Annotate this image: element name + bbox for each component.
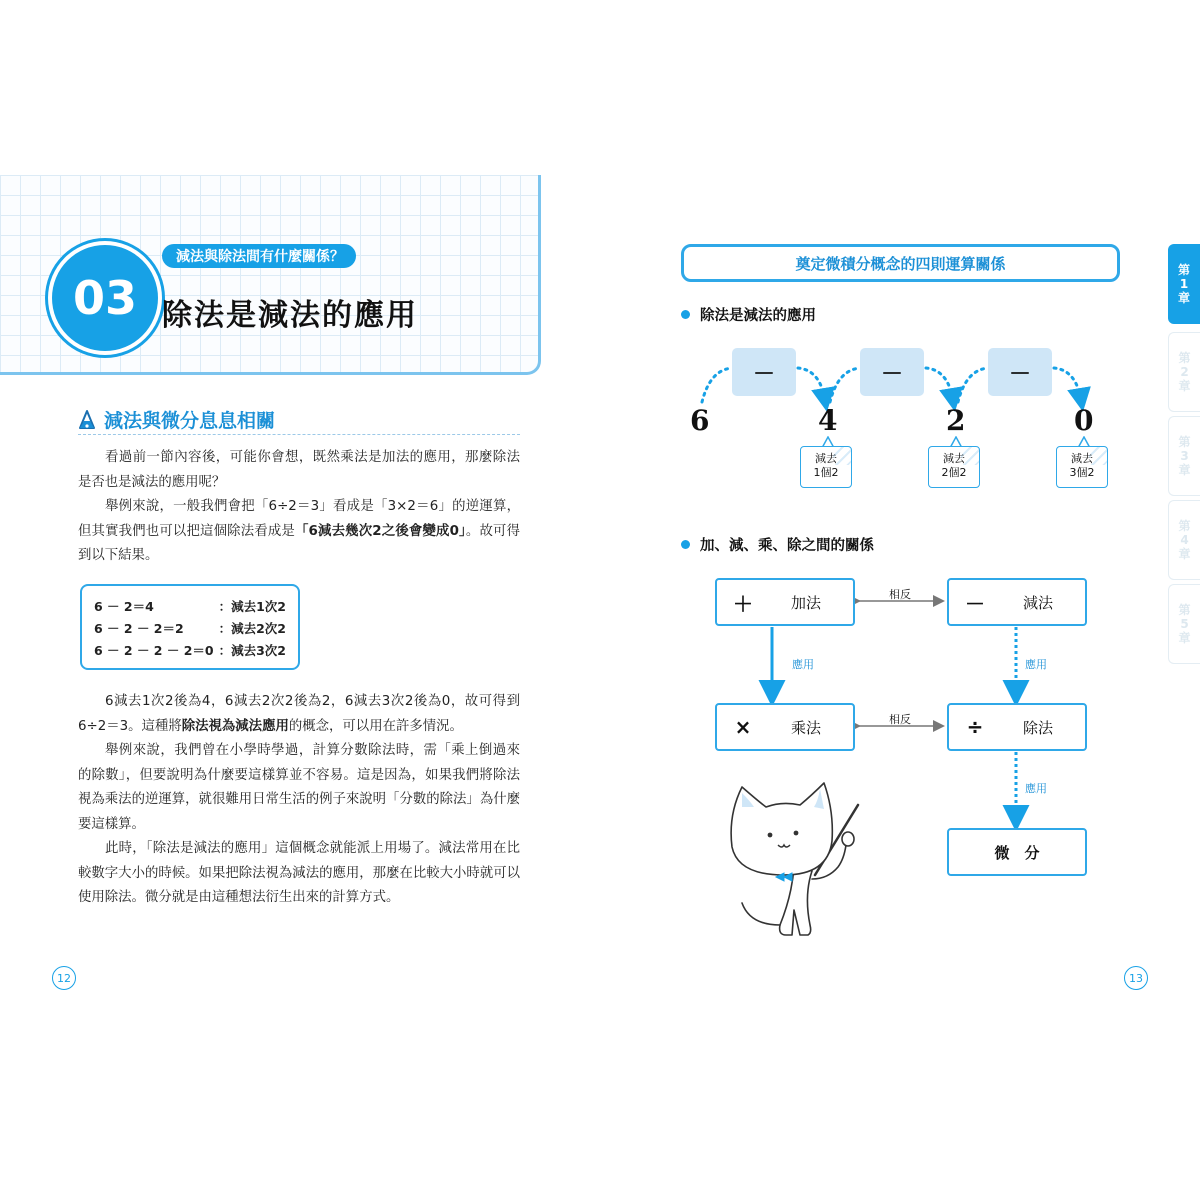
sequence-number: 6 xyxy=(690,404,710,437)
lesson-subtitle: 減法與除法間有什麼關係？ xyxy=(162,244,356,268)
subtract-count-tag: 減去 1個2 xyxy=(800,446,852,488)
apply-label: 應用 xyxy=(1025,658,1047,671)
chapter-tab-1[interactable]: 第 1 章 xyxy=(1168,244,1200,324)
topic-banner: 奠定微積分概念的四則運算關係 xyxy=(681,244,1120,282)
arrow-up xyxy=(830,368,860,402)
sequence-number: 0 xyxy=(1074,404,1094,437)
minus-operator: － xyxy=(860,348,924,396)
pencil-icon xyxy=(78,410,96,430)
cat-mascot-illustration xyxy=(720,775,870,945)
subtraction-box: － 減法 xyxy=(947,578,1087,626)
subtract-count-tag: 減去 3個2 xyxy=(1056,446,1108,488)
section1-heading: 除法是減法的應用 xyxy=(681,304,816,325)
subtract-count-tag: 減去 2個2 xyxy=(928,446,980,488)
arrow-down xyxy=(798,368,825,400)
arrow-up xyxy=(958,368,988,402)
minus-icon: － xyxy=(965,591,985,616)
body-paragraph: 6減去1次2後為4，6減去2次2後為2，6減去3次2後為0，故可得到6÷2＝3。這種將除法視為減法應用的概念，可以用在許多情況。 xyxy=(78,694,520,734)
addition-box: ＋ 加法 xyxy=(715,578,855,626)
section2-heading: 加、減、乘、除之間的關係 xyxy=(681,534,874,555)
multiplication-box: × 乘法 xyxy=(715,703,855,751)
body-text xyxy=(78,690,520,911)
sequence-number: 2 xyxy=(946,404,966,437)
bullet-dot-icon xyxy=(681,310,690,319)
sequence-number: 4 xyxy=(818,404,838,437)
page-number-right: 13 xyxy=(1124,966,1148,990)
page-title: 除法是減法的應用 xyxy=(162,298,418,333)
intro-text xyxy=(78,446,520,569)
division-box: ÷ 除法 xyxy=(947,703,1087,751)
arrow-up xyxy=(702,368,732,402)
section-heading-text: 減法與微分息息相關 xyxy=(104,410,276,432)
chapter-tab-5[interactable]: 第 5 章 xyxy=(1168,584,1200,664)
lesson-number-badge: 03 xyxy=(52,245,158,351)
apply-label: 應用 xyxy=(1025,782,1047,795)
formula-row: 6 － 2 － 2 － 2＝0 ：減去3次2 xyxy=(94,643,286,658)
chapter-tab-4[interactable]: 第 4 章 xyxy=(1168,500,1200,580)
section-heading xyxy=(78,406,275,433)
body-paragraph: 此時，「除法是減法的應用」這個概念就能派上用場了。減法常用在比較數字大小的時候。如果把除法視為減法的應用，那麼在比較大小時就可以使用除法。微分就是由這種想法衍生出來的計算方式。 xyxy=(78,841,520,905)
chapter-tab-2[interactable]: 第 2 章 xyxy=(1168,332,1200,412)
bullet-dot-icon xyxy=(681,540,690,549)
page-number-left: 12 xyxy=(52,966,76,990)
times-icon: × xyxy=(734,715,752,739)
intro-paragraph: 舉例來說，一般我們會把「6÷2＝3」看成是「3×2＝6」的逆運算，但其實我們也可以把這個除法看成是「6減去幾次2之後會變成0」。故可得到以下結果。 xyxy=(78,499,520,563)
chapter-tab-3[interactable]: 第 3 章 xyxy=(1168,416,1200,496)
arrow-down xyxy=(926,368,953,400)
highlight-text: 「6減去幾次2之後會變成0」 xyxy=(294,523,466,539)
intro-paragraph: 看過前一節內容後，可能你會想，既然乘法是加法的應用，那麼除法是否也是減法的應用呢？ xyxy=(78,450,520,490)
highlight-text: 除法視為減法應用 xyxy=(181,718,289,734)
opposite-label: 相反 xyxy=(889,713,911,726)
heading-divider xyxy=(78,434,520,435)
body-paragraph: 舉例來說，我們曾在小學時學過，計算分數除法時，需「乘上倒過來的除數」，但要說明為什麼要這樣算並不容易。這是因為，如果我們將除法視為乘法的逆運算，就很難用日常生活的例子來說明「分數的除法」為什麼要這樣算。 xyxy=(78,743,520,832)
formula-row: 6 － 2 － 2＝2 ：減去2次2 xyxy=(94,621,286,636)
divide-icon: ÷ xyxy=(966,715,984,739)
minus-operator: － xyxy=(988,348,1052,396)
plus-icon: ＋ xyxy=(733,591,753,616)
formula-row: 6 － 2＝4 ：減去1次2 xyxy=(94,599,286,614)
arrow-down xyxy=(1054,368,1081,400)
differentiation-box: 微 分 xyxy=(947,828,1087,876)
formula-box xyxy=(80,584,300,670)
apply-label: 應用 xyxy=(792,658,814,671)
opposite-label: 相反 xyxy=(889,588,911,601)
minus-operator: － xyxy=(732,348,796,396)
